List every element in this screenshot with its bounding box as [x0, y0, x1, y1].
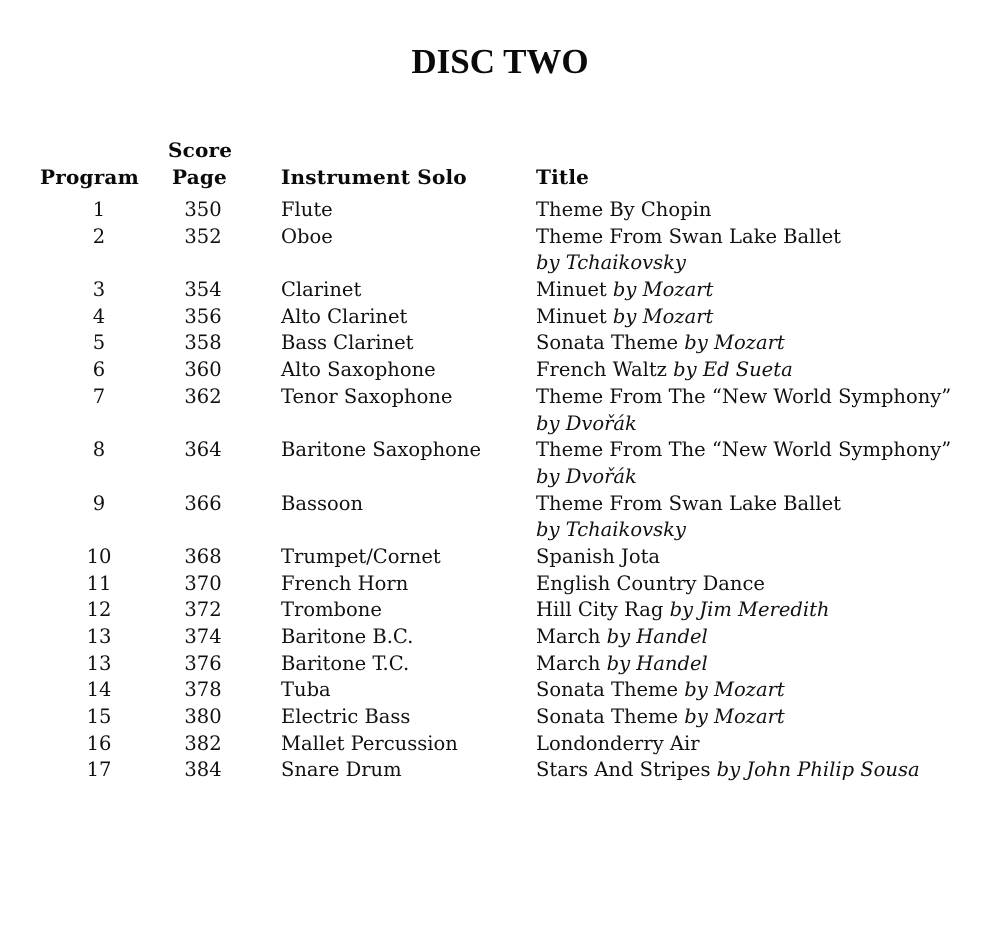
header-title: Title	[536, 165, 590, 189]
table-row	[0, 197, 1000, 224]
title-text: Minuet	[536, 304, 613, 328]
composer-line: by Dvořák	[536, 464, 637, 488]
title-text: Theme From Swan Lake Ballet	[536, 491, 841, 515]
composer-text: by Jim Meredith	[669, 598, 830, 622]
composer-text: by Mozart	[612, 278, 714, 302]
title-cell	[536, 677, 785, 704]
program-number: 17	[86, 758, 112, 782]
composer-text: by Handel	[606, 651, 708, 675]
program-number: 14	[86, 678, 112, 702]
instrument-solo: Baritone T.C.	[281, 651, 410, 675]
table-row	[0, 597, 1000, 624]
header-page: Page	[172, 165, 227, 189]
composer-text: by Mozart	[612, 304, 714, 328]
score-page: 372	[184, 598, 222, 622]
table-row	[0, 544, 1000, 571]
score-page: 362	[184, 384, 222, 408]
program-number: 1	[92, 198, 106, 221]
instrument-solo: Baritone B.C.	[281, 625, 414, 648]
program-number: 4	[92, 304, 106, 328]
score-page: 360	[184, 358, 222, 382]
title-text: Sonata Theme	[536, 705, 685, 729]
instrument-solo: Alto Clarinet	[281, 304, 408, 328]
title-cell	[536, 357, 793, 384]
title-text: Hill City Rag	[536, 598, 670, 622]
composer-text: by Handel	[606, 625, 708, 648]
composer-line: by Dvořák	[536, 411, 637, 435]
program-number: 12	[86, 598, 112, 622]
table-row	[0, 624, 1000, 651]
score-page: 350	[184, 198, 222, 221]
table-row	[0, 437, 1000, 490]
program-number: 8	[92, 438, 106, 462]
title-text: Londonderry Air	[536, 731, 700, 755]
title-cell	[536, 491, 841, 518]
composer-line: by Tchaikovsky	[536, 251, 686, 275]
title-text: March	[536, 625, 607, 648]
title-cell	[536, 571, 765, 598]
title-text: Theme By Chopin	[536, 198, 712, 221]
instrument-solo: Tenor Saxophone	[281, 384, 453, 408]
score-page: 382	[184, 731, 222, 755]
title-cell	[536, 624, 708, 651]
score-page: 364	[184, 438, 222, 462]
title-text: Theme From The “New World Symphony”	[536, 438, 952, 462]
instrument-solo: Flute	[281, 198, 333, 221]
table-row	[0, 384, 1000, 437]
program-number: 15	[86, 705, 112, 729]
table-row	[0, 304, 1000, 331]
title-text: Sonata Theme	[536, 678, 685, 702]
title-cell	[536, 384, 951, 411]
table-row	[0, 677, 1000, 704]
score-page: 376	[184, 651, 222, 675]
header-program: Program	[40, 165, 139, 189]
table-row	[0, 491, 1000, 544]
score-page: 352	[184, 224, 222, 248]
table-row	[0, 571, 1000, 598]
title-text: French Waltz	[536, 358, 674, 382]
table-row	[0, 651, 1000, 678]
instrument-solo: Tuba	[281, 678, 331, 702]
program-number: 7	[92, 384, 106, 408]
composer-text: by Mozart	[684, 331, 785, 355]
title-cell	[536, 597, 830, 624]
table-row	[0, 277, 1000, 304]
title-cell	[536, 197, 711, 224]
title-cell	[536, 277, 713, 304]
table-row	[0, 757, 1000, 784]
score-page: 368	[184, 544, 222, 568]
title-cell	[536, 704, 785, 731]
title-cell	[536, 757, 920, 784]
instrument-solo: Electric Bass	[281, 705, 411, 729]
instrument-solo: Clarinet	[281, 278, 362, 302]
composer-text: by John Philip Sousa	[716, 758, 920, 782]
score-page: 378	[184, 678, 222, 702]
program-number: 5	[92, 331, 106, 355]
instrument-solo: Bass Clarinet	[281, 331, 414, 355]
program-number: 9	[92, 491, 106, 515]
title-text: Sonata Theme	[536, 331, 685, 355]
program-number: 2	[92, 224, 106, 248]
program-number: 10	[86, 544, 112, 568]
program-number: 13	[86, 625, 112, 648]
instrument-solo: Trombone	[281, 598, 382, 622]
program-number: 16	[86, 731, 112, 755]
instrument-solo: French Horn	[281, 571, 409, 595]
score-page: 366	[184, 491, 222, 515]
title-text: Minuet	[536, 278, 613, 302]
title-text: Spanish Jota	[536, 544, 661, 568]
table-row	[0, 357, 1000, 384]
table-row	[0, 731, 1000, 758]
title-cell	[536, 304, 713, 331]
composer-text: by Ed Sueta	[673, 358, 793, 382]
table-row	[0, 330, 1000, 357]
title-text: Theme From The “New World Symphony”	[536, 384, 952, 408]
title-text: March	[536, 651, 607, 675]
instrument-solo: Bassoon	[281, 491, 364, 515]
instrument-solo: Oboe	[281, 224, 333, 248]
instrument-solo: Baritone Saxophone	[281, 438, 481, 462]
page-title: DISC TWO	[411, 42, 589, 81]
title-cell	[536, 651, 708, 678]
program-number: 6	[92, 358, 106, 382]
title-text: Stars And Stripes	[536, 758, 717, 782]
instrument-solo: Mallet Percussion	[281, 731, 458, 755]
title-text: Theme From Swan Lake Ballet	[536, 224, 841, 248]
score-page: 380	[184, 705, 222, 729]
header-score: Score	[168, 138, 233, 162]
title-cell	[536, 544, 660, 571]
program-number: 13	[86, 651, 112, 675]
title-text: English Country Dance	[536, 571, 765, 595]
title-cell	[536, 224, 841, 251]
composer-text: by Mozart	[684, 705, 785, 729]
instrument-solo: Snare Drum	[281, 758, 402, 782]
composer-line: by Tchaikovsky	[536, 518, 686, 542]
score-page: 356	[184, 304, 222, 328]
program-number: 3	[92, 278, 106, 302]
score-page: 374	[184, 625, 222, 648]
table-row	[0, 704, 1000, 731]
score-page: 370	[184, 571, 222, 595]
header-instrument-solo: Instrument Solo	[281, 165, 467, 189]
table-row	[0, 224, 1000, 277]
score-page: 358	[184, 331, 222, 355]
title-cell	[536, 437, 951, 464]
score-page: 384	[184, 758, 222, 782]
score-page: 354	[184, 278, 222, 302]
program-number: 11	[86, 571, 112, 595]
title-cell	[536, 330, 785, 357]
program-table	[0, 197, 1000, 784]
instrument-solo: Alto Saxophone	[281, 358, 436, 382]
composer-text: by Mozart	[684, 678, 785, 702]
title-cell	[536, 731, 700, 758]
instrument-solo: Trumpet/Cornet	[281, 544, 441, 568]
